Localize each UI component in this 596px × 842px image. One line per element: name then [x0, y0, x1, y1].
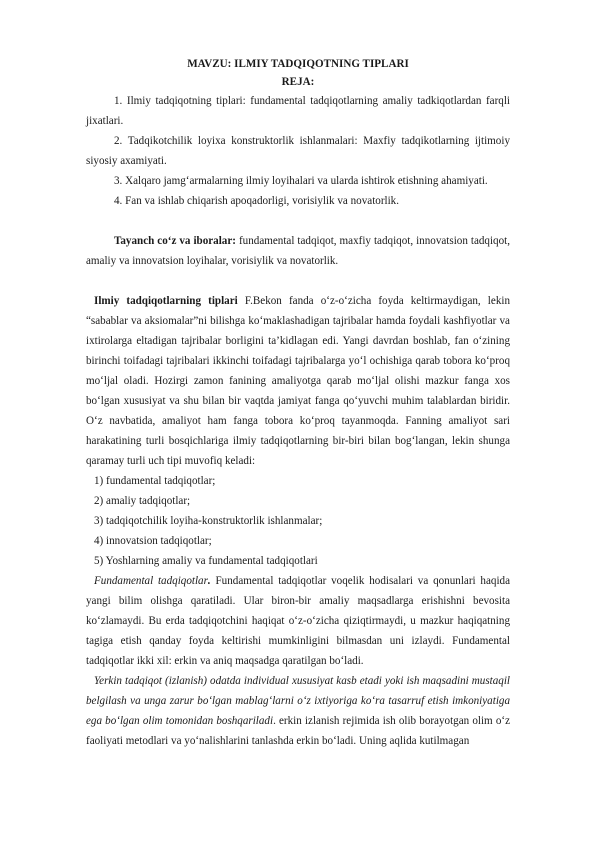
- plan-item-2: 2. Tadqikotchilik loyixa konstruktorlik ishlanmalari: Maxfiy tadqikotlarning ijtimoiy siyosiy axamiyati.: [86, 135, 510, 167]
- types-list-item: 2) amaliy tadqiqotlar;: [94, 495, 191, 507]
- keywords-paragraph: [86, 231, 510, 271]
- fundamental-paragraph: [86, 571, 510, 671]
- fundamental-dot: .: [207, 575, 211, 587]
- document-title: MAVZU: ILMIY TADQIQOTNING TIPLARI: [187, 58, 409, 70]
- types-list-item: 1) fundamental tadqiqotlar;: [94, 475, 216, 487]
- types-list-item: 3) tadqiqotchilik loyiha-konstruktorlik ishlanmalar;: [94, 515, 323, 527]
- document-page: [86, 55, 510, 751]
- plan-item-1: 1. Ilmiy tadqiqotning tiplari: fundamental tadqiqotlarning amaliy tadkiqotlardan farqli jixatlari.: [86, 95, 510, 127]
- spacer: [86, 211, 510, 231]
- intro-paragraph: [86, 291, 510, 471]
- fundamental-text: Fundamental tadqiqotlar voqelik hodisalari va qonunlari haqida yangi bilim olishga qaratiladi. Ular biron-bir amaliy maqsadlarga erishishni bevosita ko‘zlamaydi. Bu erda tadqiqotchini haqiqat o‘z-o‘zicha qiziqtirmaydi, u mazkur haqiqatning tagiga etish qanday foyda keltirishi mumkinligini bilmasdan uni izlaydi. Fundamental tadqiqotlar ikki xil: erkin va aniq maqsadga qaratilgan bo‘ladi.: [86, 575, 510, 667]
- intro-text: F.Bekon fanda o‘z-o‘zicha foyda keltirmaydigan, lekin “sabablar va aksiomalar”ni bilishga ko‘maklashadigan tajribalar hamda foydali kashfiyotlar va ixtirolarga eltadigan tajribalar borligini ta’kidlagan edi. Yangi davrdan boshlab, fan o‘zining birinchi toifadagi tajribalari ikkinchi toifadagi tajribalarga yo‘l ochishiga qarab tobora ko‘proq mo‘ljal oladi. Hozirgi zamon fanining amaliyotga qarab mo‘ljal olishi mazkur fanga xos bo‘lgan xususiyat va shu bilan bir vaqtda jamiyat fanga qo‘yuvchi muhim talablardan biridir. O‘z navbatida, amaliyot ham fanga tobora ko‘proq tayanmoqda. Fanning amaliyot sari harakatining turli bosqichlariga ilmiy tadqiqotlarning bir-biri bilan bog‘langan, lekin shunga qaramay turli uch tipi muvofiq keladi:: [86, 295, 510, 467]
- intro-lead: Ilmiy tadqiqotlarning tiplari: [94, 295, 238, 307]
- keywords-text: fundamental tadqiqot, maxfiy tadqiqot, innovatsion tadqiqot, amaliy va innovatsion loyihalar, vorisiylik va novatorlik.: [86, 235, 510, 267]
- plan-heading: REJA:: [281, 76, 315, 88]
- types-list-item: 4) innovatsion tadqiqotlar;: [94, 535, 212, 547]
- fundamental-lead: Fundamental tadqiqotlar: [94, 575, 208, 587]
- plan-item-4: 4. Fan va ishlab chiqarish apoqadorligi, vorisiylik va novatorlik.: [114, 195, 399, 207]
- free-research-text: . erkin izlanish rejimida ish olib borayotgan olim o‘z faoliyati metodlari va yo‘nalishlarini tanlashda erkin bo‘ladi. Uning aqlida kutilmagan: [86, 715, 510, 747]
- free-research-italic: Yerkin tadqiqot (izlanish) odatda individual xususiyat kasb etadi yoki ish maqsadini mustaqil belgilash va unga zarur bo‘lgan mablag‘larni o‘z ixtiyoriga ko‘ra tasarruf etish imkoniyatiga ega bo‘lgan olim tomonidan boshqariladi: [86, 675, 510, 727]
- plan-item-3: 3. Xalqaro jamg‘armalarning ilmiy loyihalari va ularda ishtirok etishning ahamiyati.: [114, 175, 488, 187]
- spacer: [86, 271, 510, 291]
- types-list-item: 5) Yoshlarning amaliy va fundamental tadqiqotlari: [94, 555, 318, 567]
- free-research-paragraph: [86, 671, 510, 751]
- keywords-label: Tayanch co‘z va iboralar:: [114, 235, 236, 247]
